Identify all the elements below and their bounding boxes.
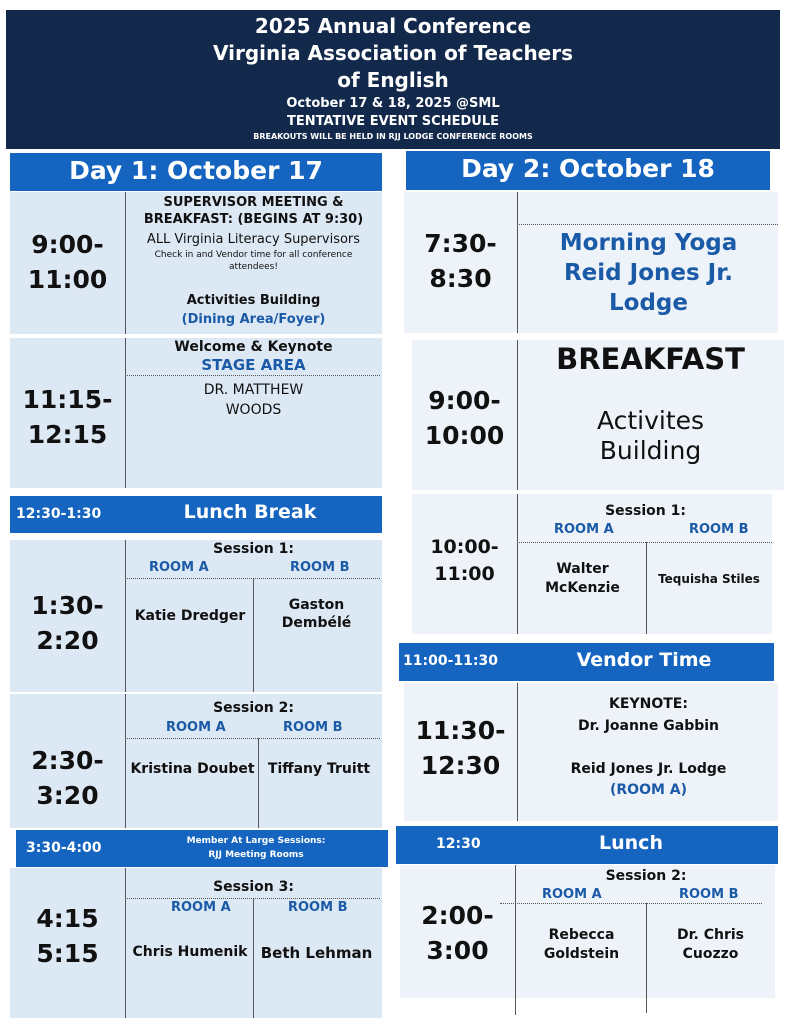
room-divider <box>258 738 259 828</box>
time-end: 8:30 <box>429 264 492 293</box>
yoga-title-b: Reid Jones Jr. <box>563 260 734 286</box>
presenter-room-b: Tiffany Truitt <box>267 761 371 777</box>
conference-title-line2: Virginia Association of Teachers <box>212 41 574 65</box>
time-end: 12:30 <box>420 751 501 780</box>
day1-mal-bar <box>16 830 388 867</box>
conference-dates: October 17 & 18, 2025 @SML <box>286 96 500 111</box>
slot-time <box>404 713 517 783</box>
presenter-line-a: Gaston <box>288 597 345 613</box>
day1-session2 <box>10 694 382 828</box>
keynote-speaker: Dr. Joanne Gabbin <box>577 718 720 734</box>
room-b-label: ROOM B <box>283 720 343 735</box>
yoga-title <box>519 228 778 318</box>
dotted-rule <box>127 375 380 376</box>
breakfast-title: BREAKFAST <box>556 342 745 376</box>
mal-time: 3:30-4:00 <box>26 840 102 856</box>
day2-session1 <box>412 494 772 634</box>
time-end: 2:20 <box>36 626 99 655</box>
day2-breakfast-slot <box>412 340 784 490</box>
location-line-b: Building <box>599 436 702 465</box>
day2-vendor-bar <box>399 643 774 681</box>
room-divider <box>646 542 647 634</box>
presenter-room-a: Kristina Doubet <box>130 761 255 777</box>
lunch-time: 12:30 <box>436 836 481 852</box>
presenter-room-b: Tequisha Stiles <box>658 572 760 586</box>
lunch-label: Lunch <box>599 832 663 854</box>
room-b-label: ROOM B <box>290 560 350 575</box>
room-a-label: ROOM A <box>171 900 231 915</box>
slot-time <box>400 898 515 968</box>
slot-time <box>10 743 125 813</box>
time-end: 11:00 <box>27 265 108 294</box>
slot-location: Activities Building <box>186 293 321 308</box>
slot-detail-b: attendees! <box>229 262 278 272</box>
presenter-room-b <box>646 926 775 964</box>
slot-location: STAGE AREA <box>201 356 306 374</box>
time-start: 2:00- <box>421 901 494 930</box>
slot-speaker <box>127 380 380 420</box>
room-a-label: ROOM A <box>166 720 226 735</box>
slot-title-b: BREAKFAST: (BEGINS AT 9:30) <box>143 212 364 227</box>
slot-title <box>127 194 380 228</box>
room-b-label: ROOM B <box>689 522 749 537</box>
mal-label-b: RJJ Meeting Rooms <box>208 850 304 860</box>
day1-lunch-bar <box>10 496 382 533</box>
day2-yoga-slot <box>404 192 778 333</box>
dotted-rule <box>517 224 778 225</box>
time-start: 4:15 <box>36 904 99 933</box>
presenter-room-a <box>517 926 646 964</box>
keynote-location: Reid Jones Jr. Lodge <box>570 761 727 777</box>
slot-title-a: SUPERVISOR MEETING & <box>163 195 344 210</box>
time-start: 11:30- <box>415 716 506 745</box>
day1-heading-bar <box>10 153 382 191</box>
day1-supervisor-slot <box>10 192 382 334</box>
divider <box>517 683 518 821</box>
location-line-a: Activites <box>596 406 705 435</box>
room-b-label: ROOM B <box>679 887 739 902</box>
yoga-title-c: Lodge <box>609 290 688 316</box>
slot-time <box>404 226 517 296</box>
room-a-label: ROOM A <box>149 560 209 575</box>
day2-keynote-slot <box>404 683 778 821</box>
time-start: 1:30- <box>31 591 104 620</box>
breakout-note: BREAKOUTS WILL BE HELD IN RJJ LODGE CONFERENCE ROOMS <box>253 132 533 141</box>
divider <box>517 340 518 490</box>
time-start: 10:00- <box>430 536 499 558</box>
room-b-label: ROOM B <box>288 900 348 915</box>
day1-session3 <box>10 868 382 1018</box>
day2-heading-bar <box>406 151 770 190</box>
session-title: Session 1: <box>213 541 294 557</box>
session-title: Session 2: <box>605 868 687 884</box>
schedule-subtitle: TENTATIVE EVENT SCHEDULE <box>287 114 499 129</box>
slot-time <box>412 534 517 588</box>
presenter-room-a: Chris Humenik <box>132 944 248 960</box>
presenter-line-a: Rebecca <box>548 927 615 943</box>
conference-title-line1: 2025 Annual Conference <box>254 14 532 38</box>
conference-title-line3: of English <box>337 68 449 92</box>
time-end: 3:00 <box>426 936 489 965</box>
divider <box>125 192 126 334</box>
session-title: Session 1: <box>605 503 686 519</box>
divider <box>517 494 518 634</box>
slot-time <box>10 382 125 452</box>
dotted-rule <box>500 903 762 904</box>
session-title: Session 2: <box>213 700 294 716</box>
mal-label <box>136 834 376 862</box>
time-end: 5:15 <box>36 939 99 968</box>
day2-session2 <box>400 865 775 998</box>
lunch-label: Lunch Break <box>183 501 317 523</box>
keynote-title: KEYNOTE: <box>609 696 688 712</box>
divider <box>125 694 126 828</box>
session-title: Session 3: <box>213 879 294 895</box>
day1-session1 <box>10 540 382 692</box>
time-end: 12:15 <box>27 420 108 449</box>
slot-time <box>10 588 125 658</box>
presenter-room-a <box>519 560 646 598</box>
day1-heading: Day 1: October 17 <box>69 156 323 185</box>
presenter-room-b <box>253 596 380 632</box>
slot-time <box>412 383 517 453</box>
speaker-line-a: DR. MATTHEW <box>203 382 304 398</box>
time-start: 7:30- <box>424 229 497 258</box>
slot-title: Welcome & Keynote <box>174 339 333 355</box>
divider <box>125 540 126 692</box>
time-end: 11:00 <box>434 563 495 585</box>
presenter-line-b: Goldstein <box>543 946 620 962</box>
dotted-rule <box>127 738 380 739</box>
mal-label-a: Member At Large Sessions: <box>186 836 326 846</box>
keynote-room: (ROOM A) <box>609 782 688 798</box>
slot-time <box>10 227 125 297</box>
room-a-label: ROOM A <box>554 522 614 537</box>
presenter-room-a: Katie Dredger <box>134 608 246 624</box>
speaker-line-b: WOODS <box>225 402 282 418</box>
time-start: 9:00- <box>428 386 501 415</box>
divider <box>515 865 516 1015</box>
yoga-title-a: Morning Yoga <box>559 230 738 256</box>
time-end: 10:00 <box>424 421 505 450</box>
divider <box>517 192 518 333</box>
divider <box>125 868 126 1018</box>
room-a-label: ROOM A <box>542 887 602 902</box>
day1-keynote-slot <box>10 338 382 488</box>
time-start: 2:30- <box>31 746 104 775</box>
slot-sublocation: (Dining Area/Foyer) <box>181 312 326 327</box>
presenter-line-b: Dembélé <box>281 615 352 631</box>
breakfast-location <box>519 406 782 466</box>
lunch-time: 12:30-1:30 <box>16 506 102 522</box>
slot-detail-a: Check in and Vendor time for all conference <box>154 250 353 260</box>
presenter-line-a: Walter <box>556 561 609 577</box>
presenter-line-a: Dr. Chris <box>677 927 744 943</box>
day2-heading: Day 2: October 18 <box>461 154 715 183</box>
divider <box>125 338 126 488</box>
time-end: 3:20 <box>36 781 99 810</box>
slot-time <box>10 901 125 971</box>
presenter-line-b: Cuozzo <box>682 946 739 962</box>
slot-audience: ALL Virginia Literacy Supervisors <box>146 232 361 247</box>
schedule-header <box>6 10 780 149</box>
vendor-label: Vendor Time <box>576 649 712 671</box>
vendor-time: 11:00-11:30 <box>403 653 498 669</box>
time-start: 9:00- <box>31 230 104 259</box>
presenter-line-b: McKenzie <box>545 580 620 596</box>
slot-detail <box>127 249 380 273</box>
time-start: 11:15- <box>22 385 113 414</box>
presenter-room-b: Beth Lehman <box>260 944 373 962</box>
day2-lunch-bar <box>396 826 778 864</box>
